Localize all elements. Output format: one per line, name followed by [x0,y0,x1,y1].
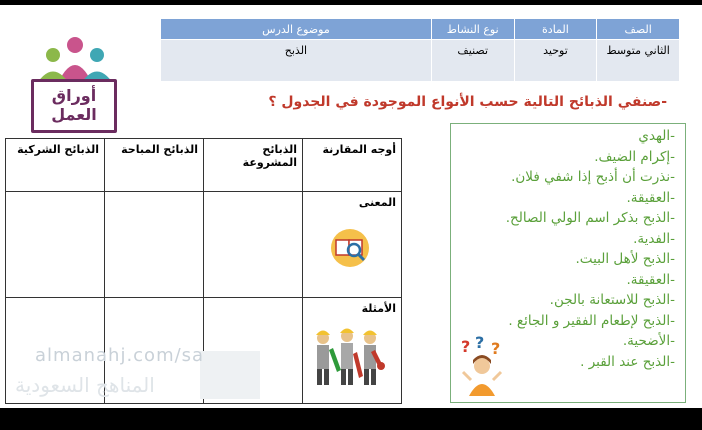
lesson-info-table [160,18,680,82]
cmp-header-aspects: أوجه المقارنة [303,139,402,192]
list-item: -الذبح لإطعام الفقير و الجائع . [508,312,675,329]
cmp-row-meaning-text: المعنى [358,196,396,209]
worksheet-page [0,5,702,408]
list-item: -الذبح بذكر اسم الولي الصالح. [505,210,675,226]
book-magnifier-icon [328,228,372,268]
list-item: -الأضحية. [622,333,675,349]
cmp-header-polytheistic: الذبائح الشركية [6,139,105,192]
sacrifices-list-box [450,123,686,403]
info-value-topic: الذبح [161,40,432,82]
cmp-row-examples-label [303,298,402,404]
list-item: -العقيقة. [626,271,675,288]
svg-text:?: ? [461,337,471,356]
info-header-activity: نوع النشاط [431,19,514,40]
bottom-bar [0,408,702,430]
logo-text: أوراق العمل [51,86,97,124]
worksheets-logo [25,35,125,135]
cmp-row-meaning-label [303,192,402,298]
thinking-girl-icon [459,336,505,398]
cmp-cell-polytheistic-meaning[interactable] [6,192,105,298]
cmp-cell-permissible-meaning[interactable] [105,192,204,298]
list-item: -العقيقة. [626,189,675,206]
workers-tools-icon [307,320,387,390]
watermark-url: almanahj.com/sa [35,345,205,366]
list-item: -إكرام الضيف. [594,148,675,165]
info-value-activity: تصنيف [431,40,514,82]
info-header-topic: موضوع الدرس [161,19,432,40]
instruction-text: -صنفي الذبائح التالية حسب الأنواع الموجودة في الجدول ؟ [268,94,667,110]
cmp-header-legitimate: الذبائح المشروعة [204,139,303,192]
sacrifices-list [506,126,675,372]
list-item: -الذبح عند القبر . [580,353,675,370]
list-item: -الذبح للاستعانة بالجن. [549,292,675,308]
watermark-name: المناهج السعودية [15,373,155,397]
list-item: -نذرت أن أذبح إذا شفي فلان. [511,169,675,185]
info-value-grade: الثاني متوسط [597,40,680,82]
info-header-subject: المادة [514,19,597,40]
list-item: -الفدية. [633,230,675,247]
info-header-grade: الصف [597,19,680,40]
logo-box [31,79,117,133]
info-value-subject: توحيد [514,40,597,82]
cmp-row-examples-text: الأمثلة [361,302,396,315]
svg-text:?: ? [491,339,501,358]
list-item: -الهدي [638,128,675,144]
watermark-box [200,351,260,399]
svg-text:?: ? [475,336,485,352]
cmp-cell-legitimate-meaning[interactable] [204,192,303,298]
cmp-header-permissible: الذبائح المباحة [105,139,204,192]
list-item: -الذبح لأهل البيت. [575,251,675,267]
